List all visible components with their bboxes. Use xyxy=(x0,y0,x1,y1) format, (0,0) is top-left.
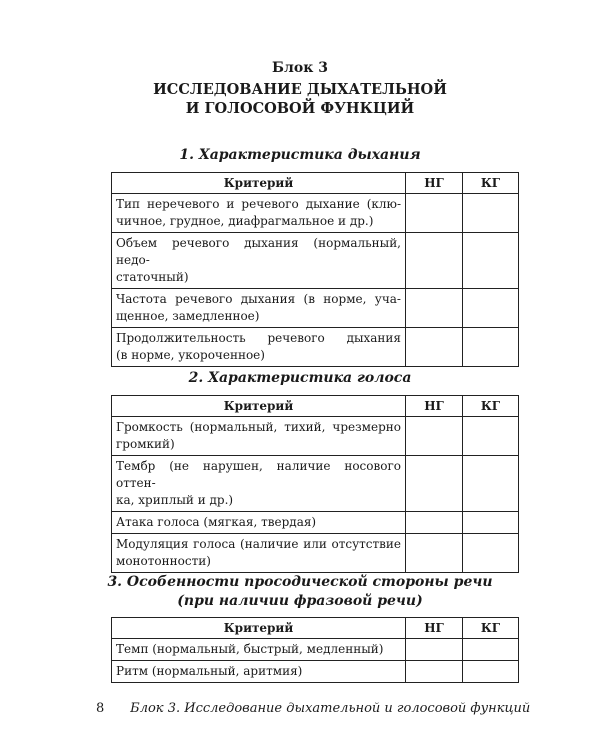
kg-header: КГ xyxy=(463,173,519,194)
criterion-line: статочный) xyxy=(116,270,189,284)
kg-cell[interactable] xyxy=(463,661,519,683)
breathing-table xyxy=(111,172,519,367)
ng-cell[interactable] xyxy=(406,456,463,512)
block-title-line-2: И ГОЛОСОВОЙ ФУНКЦИЙ xyxy=(185,100,415,117)
ng-header: НГ xyxy=(406,173,463,194)
page-number: 8 xyxy=(96,701,105,716)
kg-cell[interactable] xyxy=(463,417,519,456)
criterion-cell xyxy=(112,639,406,661)
criterion-line: Частота речевого дыхания (в норме, уча- xyxy=(116,292,401,306)
criterion-header: Критерий xyxy=(112,618,406,639)
criterion-header: Критерий xyxy=(112,396,406,417)
criterion-cell xyxy=(112,233,406,289)
ng-header: НГ xyxy=(406,396,463,417)
table-header-row xyxy=(112,618,519,639)
kg-cell[interactable] xyxy=(463,194,519,233)
page-footer xyxy=(96,701,530,716)
criterion-line: Тембр (не нарушен, наличие носового оттен- xyxy=(116,459,401,490)
criterion-line: Модуляция голоса (наличие или отсутствие xyxy=(116,537,401,551)
criterion-cell xyxy=(112,661,406,683)
kg-cell[interactable] xyxy=(463,328,519,367)
block-label: Блок 3 xyxy=(272,60,328,76)
criterion-line: Темп (нормальный, быстрый, медленный) xyxy=(116,642,384,656)
prosody-table xyxy=(111,617,519,683)
table-header-row xyxy=(112,396,519,417)
table-row xyxy=(112,456,519,512)
table-row xyxy=(112,534,519,573)
ng-cell[interactable] xyxy=(406,417,463,456)
ng-cell[interactable] xyxy=(406,233,463,289)
ng-cell[interactable] xyxy=(406,639,463,661)
criterion-line: Ритм (нормальный, аритмия) xyxy=(116,664,303,678)
criterion-cell xyxy=(112,289,406,328)
criterion-line: чичное, грудное, диафрагмальное и др.) xyxy=(116,214,374,228)
criterion-line: щенное, замедленное) xyxy=(116,309,260,323)
criterion-cell xyxy=(112,456,406,512)
kg-cell[interactable] xyxy=(463,639,519,661)
ng-cell[interactable] xyxy=(406,328,463,367)
ng-cell[interactable] xyxy=(406,661,463,683)
ng-cell[interactable] xyxy=(406,512,463,534)
section-1-title: 1. Характеристика дыхания xyxy=(179,147,421,163)
criterion-line: Объем речевого дыхания (нормальный, недо- xyxy=(116,236,401,267)
criterion-line: Продолжительность речевого дыхания xyxy=(116,331,401,345)
criterion-line: ка, хриплый и др.) xyxy=(116,493,234,507)
table-row xyxy=(112,661,519,683)
table-row xyxy=(112,233,519,289)
kg-cell[interactable] xyxy=(463,534,519,573)
table-row xyxy=(112,194,519,233)
criterion-line: громкий) xyxy=(116,437,175,451)
running-title: Блок 3. Исследование дыхательной и голосовой функций xyxy=(130,701,531,716)
table-row xyxy=(112,289,519,328)
kg-cell[interactable] xyxy=(463,456,519,512)
kg-header: КГ xyxy=(463,396,519,417)
table-row xyxy=(112,512,519,534)
section-3-title-line-1: 3. Особенности просодической стороны речи xyxy=(107,574,493,590)
criterion-line: Атака голоса (мягкая, твердая) xyxy=(116,515,317,529)
kg-cell[interactable] xyxy=(463,289,519,328)
criterion-cell xyxy=(112,328,406,367)
criterion-cell xyxy=(112,534,406,573)
kg-cell[interactable] xyxy=(463,233,519,289)
table-row xyxy=(112,328,519,367)
table-row xyxy=(112,639,519,661)
ng-header: НГ xyxy=(406,618,463,639)
criterion-cell xyxy=(112,512,406,534)
criterion-line: (в норме, укороченное) xyxy=(116,348,265,362)
section-3-title-line-2: (при наличии фразовой речи) xyxy=(177,593,423,609)
criterion-cell xyxy=(112,194,406,233)
criterion-line: Тип неречевого и речевого дыхание (клю- xyxy=(116,197,401,211)
criterion-header: Критерий xyxy=(112,173,406,194)
section-3-title xyxy=(0,573,600,611)
kg-cell[interactable] xyxy=(463,512,519,534)
section-2-title: 2. Характеристика голоса xyxy=(188,370,412,386)
kg-header: КГ xyxy=(463,618,519,639)
ng-cell[interactable] xyxy=(406,194,463,233)
table-header-row xyxy=(112,173,519,194)
table-row xyxy=(112,417,519,456)
block-title-line-1: ИССЛЕДОВАНИЕ ДЫХАТЕЛЬНОЙ xyxy=(153,81,447,98)
ng-cell[interactable] xyxy=(406,534,463,573)
ng-cell[interactable] xyxy=(406,289,463,328)
criterion-line: монотонности) xyxy=(116,554,211,568)
criterion-line: Громкость (нормальный, тихий, чрезмерно xyxy=(116,420,401,434)
block-title xyxy=(0,80,600,118)
voice-table xyxy=(111,395,519,573)
criterion-cell xyxy=(112,417,406,456)
